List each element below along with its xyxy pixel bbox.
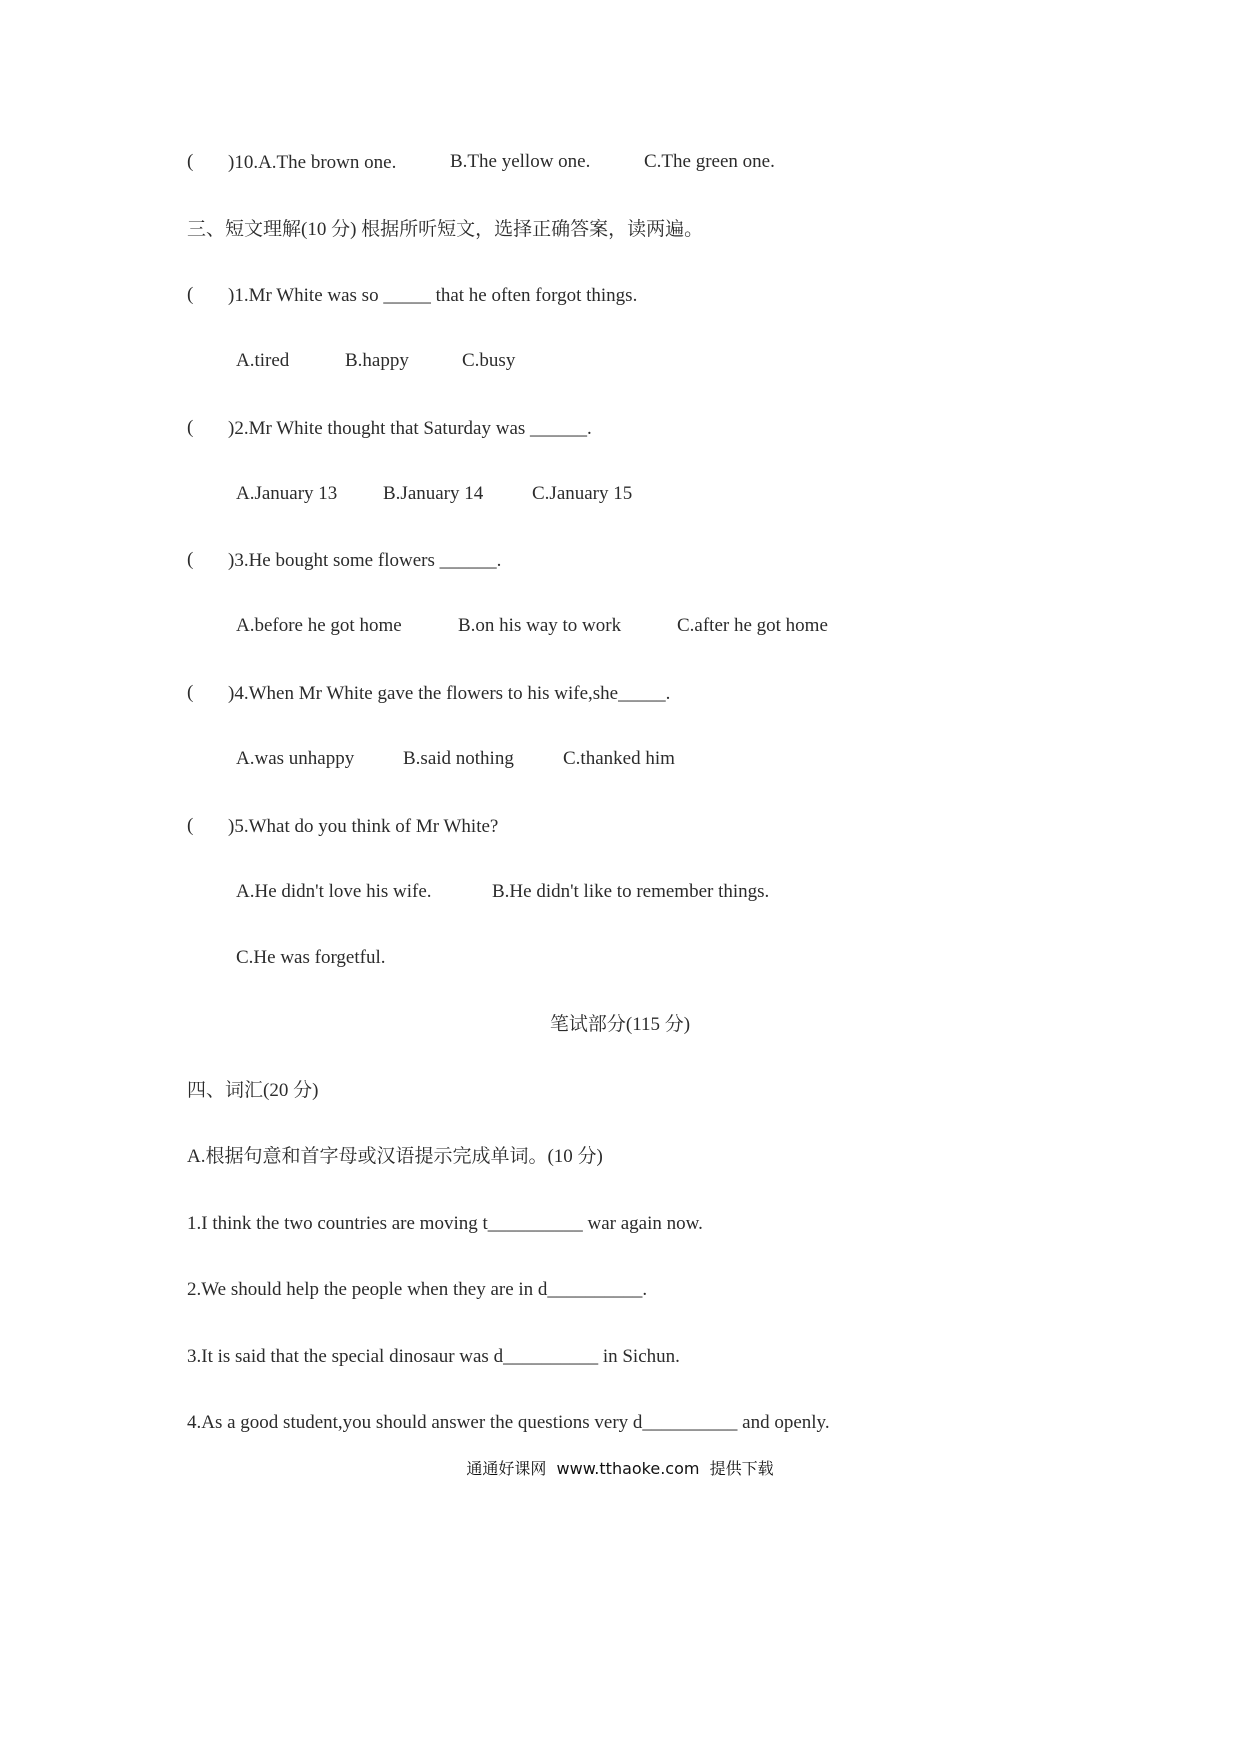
vocab-item-4: 4.As a good student,you should answer the questions very d__________ and openly.	[187, 1412, 830, 1433]
option-b: B.on his way to work	[458, 615, 622, 636]
section-4a-instructions: A.根据句意和首字母或汉语提示完成单词。(10 分)	[187, 1146, 603, 1167]
option-c: C.He was forgetful.	[236, 947, 386, 968]
option-c: C.after he got home	[677, 615, 828, 636]
answer-bracket: (	[187, 815, 194, 836]
vocab-item-1: 1.I think the two countries are moving t__________ war again now.	[187, 1213, 703, 1234]
question-text: )2.Mr White thought that Saturday was ______.	[228, 418, 592, 439]
option-c: C.The green one.	[644, 151, 775, 172]
option-a: A.tired	[236, 350, 290, 371]
answer-bracket: (	[187, 549, 194, 570]
written-part-title: 笔试部分(115 分)	[549, 1014, 691, 1035]
option-c: C.January 15	[532, 483, 633, 504]
question-text: )3.He bought some flowers ______.	[228, 550, 502, 571]
option-b: B.said nothing	[403, 748, 514, 769]
option-c: C.thanked him	[563, 748, 675, 769]
option-b: B.happy	[345, 350, 409, 371]
option-b: B.January 14	[383, 483, 484, 504]
answer-bracket: (	[187, 151, 194, 172]
option-c: C.busy	[462, 350, 516, 371]
option-a: A.before he got home	[236, 615, 402, 636]
answer-bracket: (	[187, 682, 194, 703]
vocab-item-2: 2.We should help the people when they are in d__________.	[187, 1279, 648, 1300]
option-a: A.He didn't love his wife.	[236, 881, 432, 902]
section-3-heading: 三、短文理解(10 分) 根据所听短文，选择正确答案，读两遍。	[187, 219, 704, 240]
question-text: )10.A.The brown one.	[228, 152, 397, 173]
section-4-heading: 四、词汇(20 分)	[187, 1080, 319, 1101]
option-b: B.The yellow one.	[450, 151, 591, 172]
option-a: A.January 13	[236, 483, 338, 504]
vocab-item-3: 3.It is said that the special dinosaur was d__________ in Sichun.	[187, 1346, 680, 1367]
option-a: A.was unhappy	[236, 748, 355, 769]
option-b: B.He didn't like to remember things.	[492, 881, 770, 902]
question-text: )1.Mr White was so _____ that he often forgot things.	[228, 285, 638, 306]
answer-bracket: (	[187, 417, 194, 438]
question-text: )5.What do you think of Mr White?	[228, 816, 499, 837]
question-text: )4.When Mr White gave the flowers to his wife,she_____.	[228, 683, 671, 704]
answer-bracket: (	[187, 284, 194, 305]
footer-source: 通通好课网 www.tthaoke.com 提供下载	[466, 1459, 774, 1478]
